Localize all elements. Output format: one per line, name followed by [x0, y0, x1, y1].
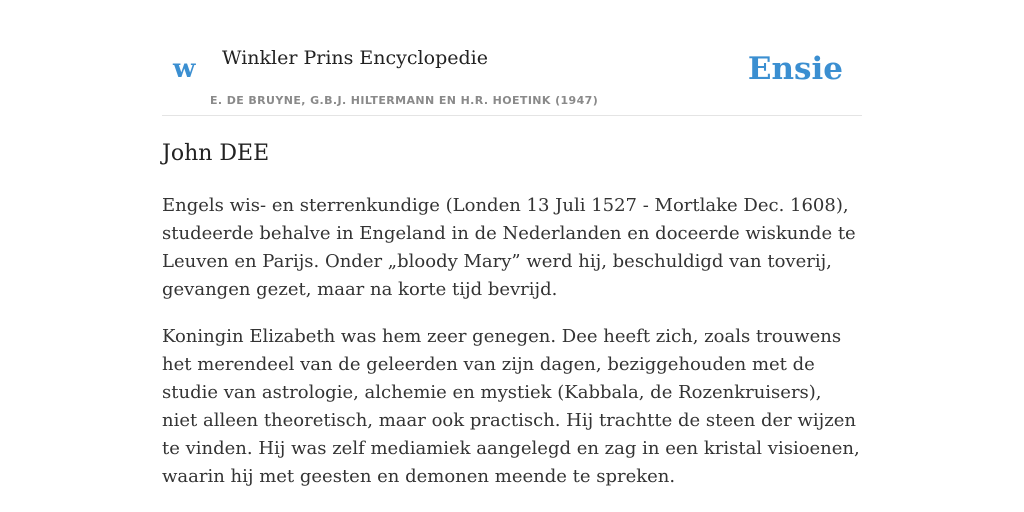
source-authors: E. DE BRUYNE, G.B.J. HILTERMANN EN H.R. HOETINK (1947)	[210, 94, 599, 107]
article-paragraph: Koningin Elizabeth was hem zeer genegen. Dee heeft zich, zoals trouwens het merendeel van de geleerden van zijn dagen, beziggehouden met de studie van astrologie, alchemie en mystiek (Kabbala, de Rozenkruisers), niet alleen theoretisch, maar ook practisch. Hij trachtte de steen der wijzen te vinden. Hij was zelf mediamiek aangelegd en zag in een kristal visioenen, waarin hij met geesten en demonen meende te spreken.	[162, 326, 860, 487]
winkler-prins-logo[interactable]: w	[173, 54, 196, 84]
site-title[interactable]: Winkler Prins Encyclopedie	[222, 47, 488, 69]
page-container	[162, 0, 862, 487]
article-title: John DEE	[162, 141, 270, 166]
header	[162, 0, 862, 116]
article-paragraph: Engels wis- en sterrenkundige (Londen 13 Juli 1527 - Mortlake Dec. 1608), studeerde behalve in Engeland in de Nederlanden en doceerde wiskunde te Leuven en Parijs. Onder „bloody Mary” werd hij, beschuldigd van toverij, gevangen gezet, maar na korte tijd bevrijd.	[162, 195, 856, 300]
ensie-logo-link[interactable]: Ensie	[747, 51, 843, 87]
